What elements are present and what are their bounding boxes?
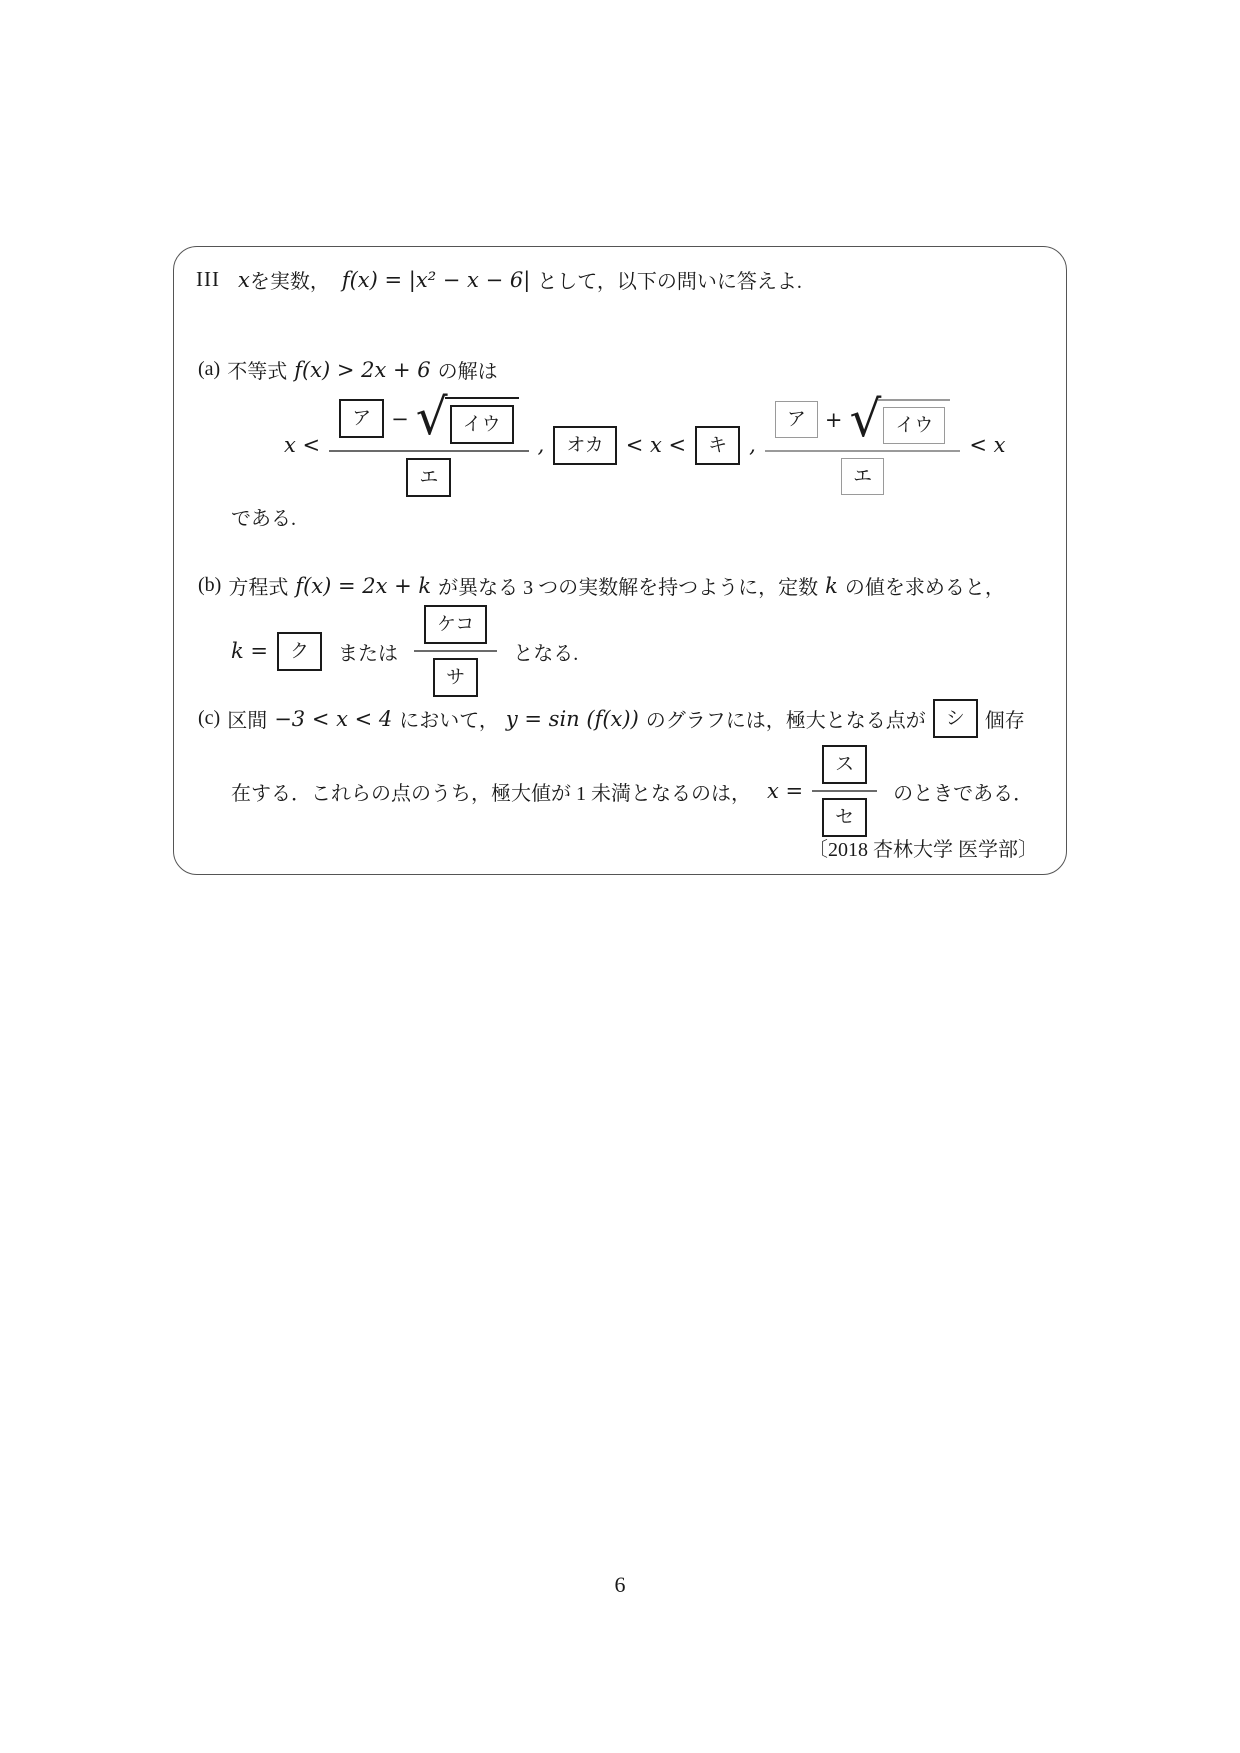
fraction-b-numerator (414, 605, 497, 650)
part-a-heading (198, 355, 498, 384)
answer-box-keko: ケコ (424, 605, 487, 644)
intro-text-2: として，以下の問いに答えよ. (537, 271, 802, 293)
answer-box-e: エ (406, 458, 451, 497)
part-a-formula (284, 388, 1006, 497)
part-a-text-2: の解は (437, 361, 498, 383)
radicand-2 (878, 399, 950, 444)
part-b-math-2: k (825, 573, 838, 598)
answer-box-oka: オカ (553, 426, 616, 465)
source-citation: 〔2018 杏林大学 医学部〕 (808, 839, 1038, 861)
part-c-text-3: のグラフには，極大となる点が (645, 710, 926, 732)
part-c-math-1: −3 < x < 4 (274, 706, 393, 731)
answer-box-a-repeat: ア (775, 401, 818, 438)
comma-1: , (537, 433, 545, 457)
part-a-label: (a) (198, 358, 221, 380)
answer-box-shi: シ (933, 699, 978, 738)
part-b-heading (198, 571, 1005, 600)
part-b-text-3: の値を求めると， (844, 577, 1005, 599)
fraction-2-denominator (841, 452, 884, 495)
part-b-label: (b) (198, 574, 222, 596)
sqrt-symbol (415, 388, 519, 446)
part-c-line2-text-2: のときである． (893, 782, 1034, 805)
fraction-c-denominator (822, 792, 867, 837)
part-c-x-equals: x = (767, 779, 804, 803)
intro-math-x: x (237, 267, 250, 292)
part-c-answer-line (231, 745, 1033, 837)
radical-glyph-2: √ (849, 390, 882, 448)
part-b-outro: となる. (513, 642, 579, 665)
radicand (445, 397, 519, 444)
answer-box-se: セ (822, 798, 867, 837)
problem-box (173, 246, 1067, 875)
fraction-c-numerator (812, 745, 877, 790)
minus-sign: − (391, 406, 409, 431)
formula-mid: < x < (625, 433, 687, 457)
fraction-2-numerator (765, 390, 961, 450)
part-c-heading (198, 699, 1025, 738)
fraction-2 (765, 390, 961, 495)
part-b-or: または (338, 642, 399, 665)
answer-box-iu-repeat: イウ (883, 407, 945, 444)
formula-lhs: x < (284, 433, 321, 457)
formula-rhs: < x (969, 433, 1006, 457)
intro-math-fx: f(x) = |x² − x − 6| (341, 267, 531, 292)
fraction-b-denominator (433, 652, 478, 697)
part-c-math-2: y = sin (f(x)) (505, 706, 639, 731)
answer-box-su: ス (822, 745, 867, 784)
fraction-c (812, 745, 877, 837)
answer-box-sa: サ (433, 658, 478, 697)
part-b-math-1: f(x) = 2x + k (295, 573, 432, 598)
part-a-outro (231, 502, 296, 531)
fraction-1 (329, 388, 529, 497)
answer-box-e-repeat: エ (841, 458, 884, 495)
part-c-label: (c) (198, 707, 221, 729)
part-b-k-equals: k = (231, 639, 268, 663)
part-c-text-2: において， (399, 710, 499, 732)
part-b-answer-line (231, 605, 578, 697)
part-c-text-4: 個存 (984, 710, 1025, 732)
fraction-1-denominator (406, 452, 451, 497)
part-b-text-2: が異なる 3 つの実数解を持つように，定数 (438, 577, 819, 599)
part-c-line2-text-1: 在する．これらの点のうち，極大値が 1 未満となるのは， (231, 782, 751, 805)
answer-box-ki: キ (695, 426, 740, 465)
radical-glyph: √ (415, 388, 448, 446)
intro-text-1: を実数， (249, 271, 330, 293)
fraction-b (414, 605, 497, 697)
plus-sign: + (824, 407, 843, 432)
fraction-1-numerator (329, 388, 529, 450)
comma-2: , (749, 433, 756, 457)
problem-number: III (196, 267, 220, 291)
part-a-text-1: 不等式 (227, 361, 288, 383)
page-number: 6 (614, 1572, 626, 1597)
part-c-text-1: 区間 (227, 710, 268, 732)
part-a-outro-text: である. (231, 508, 296, 530)
part-b-text-1: 方程式 (228, 577, 289, 599)
answer-box-iu: イウ (450, 405, 514, 444)
part-a-math-1: f(x) > 2x + 6 (294, 357, 431, 382)
answer-box-a: ア (339, 399, 384, 438)
problem-title-line (196, 265, 802, 294)
answer-box-ku: ク (277, 632, 322, 671)
sqrt-symbol-2 (849, 390, 950, 448)
